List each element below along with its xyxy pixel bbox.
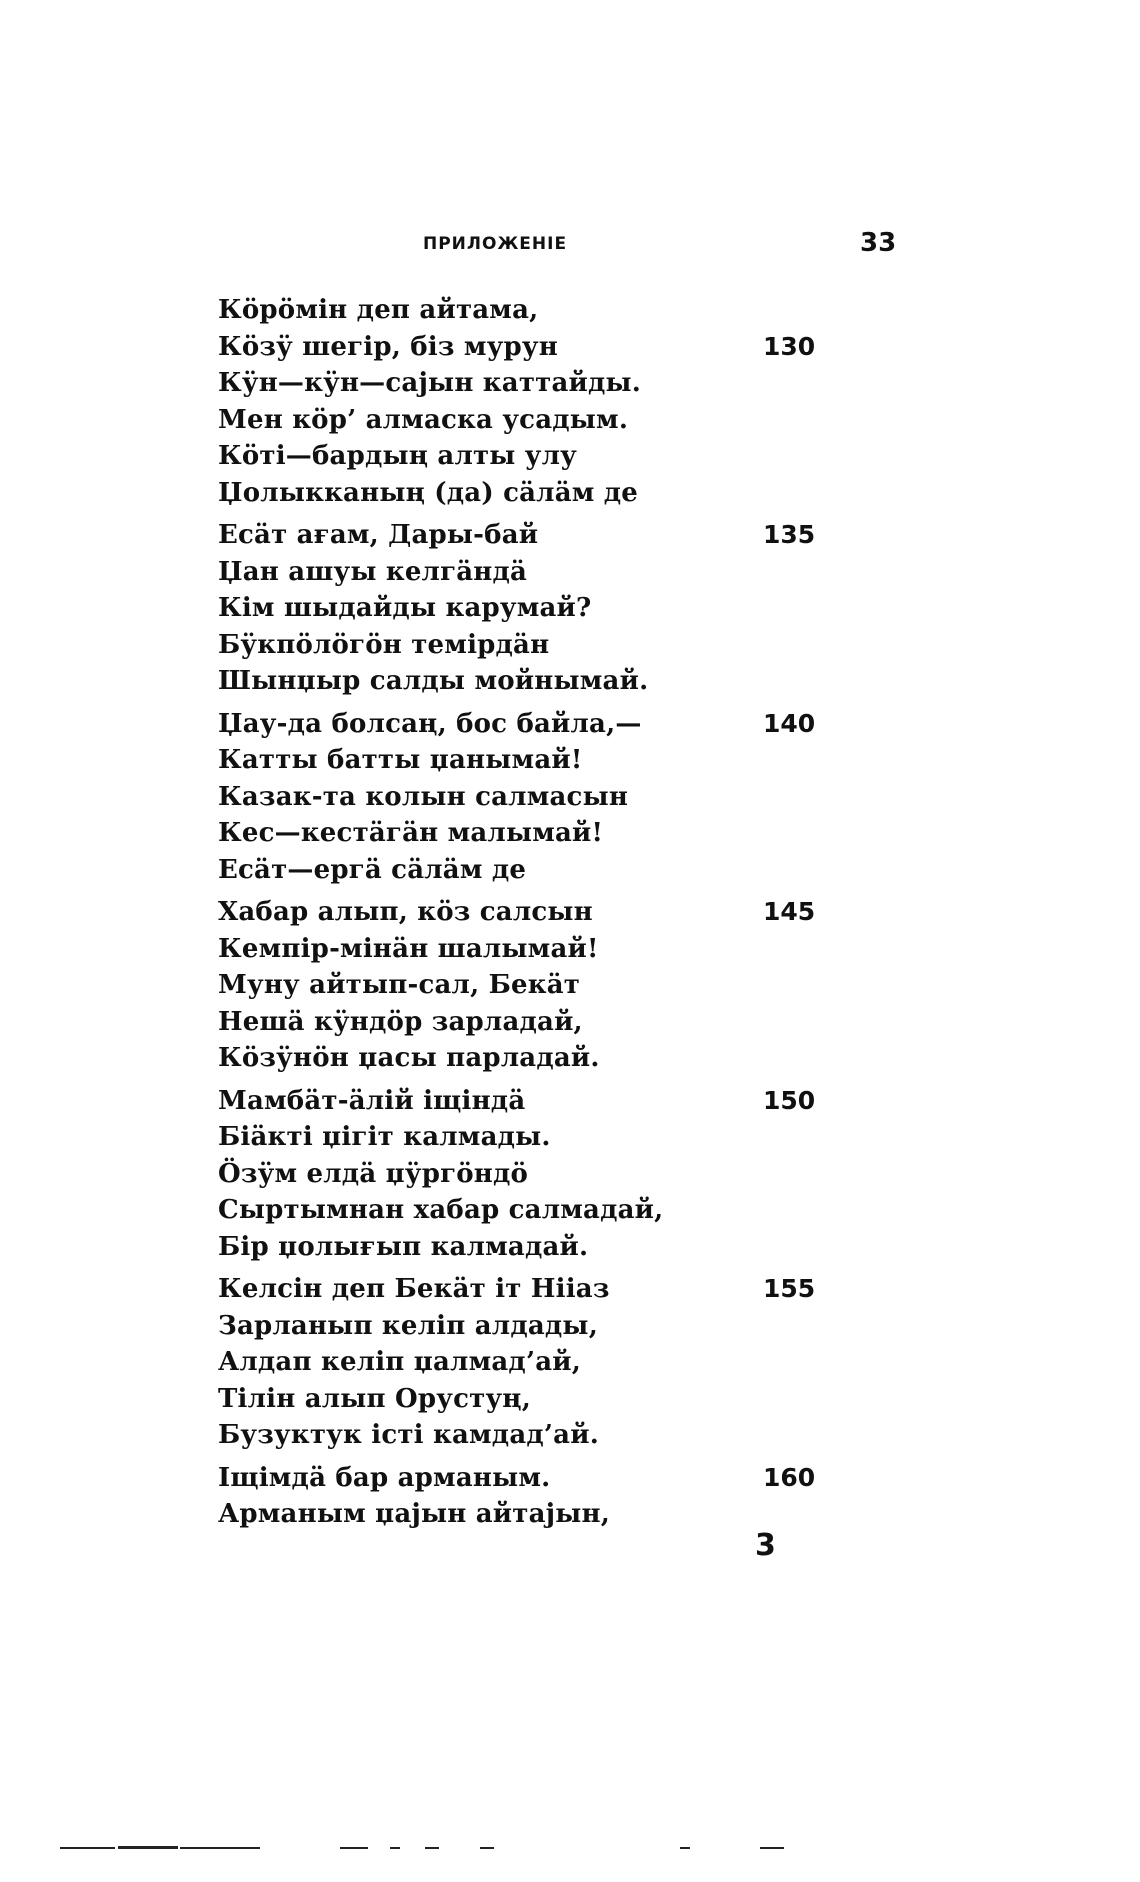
page-number: 33 bbox=[860, 228, 897, 258]
page-bottom-rule bbox=[60, 1844, 900, 1852]
running-title: ПРИЛОЖЕНІЕ bbox=[423, 234, 568, 254]
running-head bbox=[200, 228, 920, 268]
line-number: 140 bbox=[763, 708, 816, 738]
stanza bbox=[218, 292, 838, 511]
rule-dash bbox=[180, 1847, 260, 1849]
verse-line: Кӧзӱнӧн џасы парладай. bbox=[218, 1043, 600, 1073]
verse-line: Џолыкканың (да) сӓлӓм де bbox=[218, 477, 639, 508]
verse-line: Мен кӧр’ алмаска усадым. bbox=[218, 404, 629, 435]
line-number: 145 bbox=[763, 897, 816, 926]
verse-line: Есӓт ағам, Дары-бай bbox=[218, 520, 539, 550]
line-number: 135 bbox=[763, 520, 816, 549]
rule-dash bbox=[680, 1847, 690, 1849]
line-number: 150 bbox=[763, 1085, 816, 1115]
stanza bbox=[218, 894, 838, 1077]
verse-line: Кес—кестӓгӓн малымай! bbox=[218, 818, 604, 848]
stanza bbox=[218, 1460, 838, 1533]
verse-line: Муну айтып-сал, Бекӓт bbox=[218, 970, 581, 1000]
verse-line: Кемпір-мінӓн шалымай! bbox=[218, 933, 599, 964]
rule-dash bbox=[60, 1847, 115, 1849]
line-number: 160 bbox=[763, 1462, 816, 1492]
stanza bbox=[218, 1271, 838, 1454]
verse-line: Казак-та колын салмасын bbox=[218, 781, 629, 812]
verse-line: Кӱн—кӱн—сајын каттайды. bbox=[218, 368, 642, 398]
rule-dash bbox=[340, 1847, 368, 1849]
verse-line: Џау-да болсаң, бос байла,— bbox=[218, 708, 642, 739]
verse-line: Алдап келіп џалмад’ай, bbox=[218, 1347, 581, 1377]
verse-line: Есӓт—ергӓ сӓлӓм де bbox=[218, 854, 527, 885]
stanza bbox=[218, 517, 838, 700]
verse-line: Хабар алып, кӧз салсын bbox=[218, 897, 593, 927]
verse-line: Сыртымнан хабар салмадай, bbox=[218, 1195, 664, 1225]
rule-dash bbox=[390, 1847, 400, 1849]
verse-line: Кӧзӱ шегір, біз мурун bbox=[218, 331, 559, 362]
poem-text bbox=[218, 292, 838, 1539]
verse-line: Кӧрӧмін деп айтама, bbox=[218, 295, 539, 325]
line-number: 130 bbox=[763, 331, 816, 361]
line-number: 155 bbox=[763, 1274, 816, 1303]
rule-dash bbox=[760, 1847, 784, 1849]
verse-line: Келсін деп Бекӓт іт Нііаз bbox=[218, 1274, 610, 1304]
verse-line: Шынџыр салды мойнымай. bbox=[218, 666, 649, 696]
rule-dash bbox=[480, 1847, 494, 1849]
rule-dash bbox=[118, 1846, 178, 1849]
rule-dash bbox=[425, 1847, 439, 1849]
verse-line: Нешӓ кӱндӧр зарладай, bbox=[218, 1006, 583, 1037]
stanza bbox=[218, 706, 838, 889]
verse-line: Іщімдӓ бар арманым. bbox=[218, 1462, 551, 1493]
verse-line: Џан ашуы келгӓндӓ bbox=[218, 556, 528, 587]
verse-line: Кӧті—бардың алты улу bbox=[218, 441, 578, 471]
stanza bbox=[218, 1083, 838, 1266]
verse-line: Мамбӓт-ӓлій іщіндӓ bbox=[218, 1085, 526, 1116]
verse-line: Катты батты џанымай! bbox=[218, 745, 583, 775]
verse-line: Ӧзӱм елдӓ џӱргӧндӧ bbox=[218, 1158, 529, 1189]
verse-line: Бӱкпӧлӧгӧн темірдӓн bbox=[218, 629, 550, 660]
verse-line: Бір џолығып калмадай. bbox=[218, 1231, 589, 1262]
verse-line: Арманым џајын айтајын, bbox=[218, 1499, 610, 1529]
verse-line: Зарланып келіп алдады, bbox=[218, 1310, 598, 1341]
verse-line: Кім шыдайды карумай? bbox=[218, 593, 592, 623]
verse-line: Бузуктук істі камдад’ай. bbox=[218, 1420, 599, 1450]
signature-mark: 3 bbox=[755, 1528, 776, 1563]
verse-line: Тілін алып Орустуң, bbox=[218, 1383, 531, 1414]
verse-line: Біӓкті џігіт калмады. bbox=[218, 1122, 551, 1152]
